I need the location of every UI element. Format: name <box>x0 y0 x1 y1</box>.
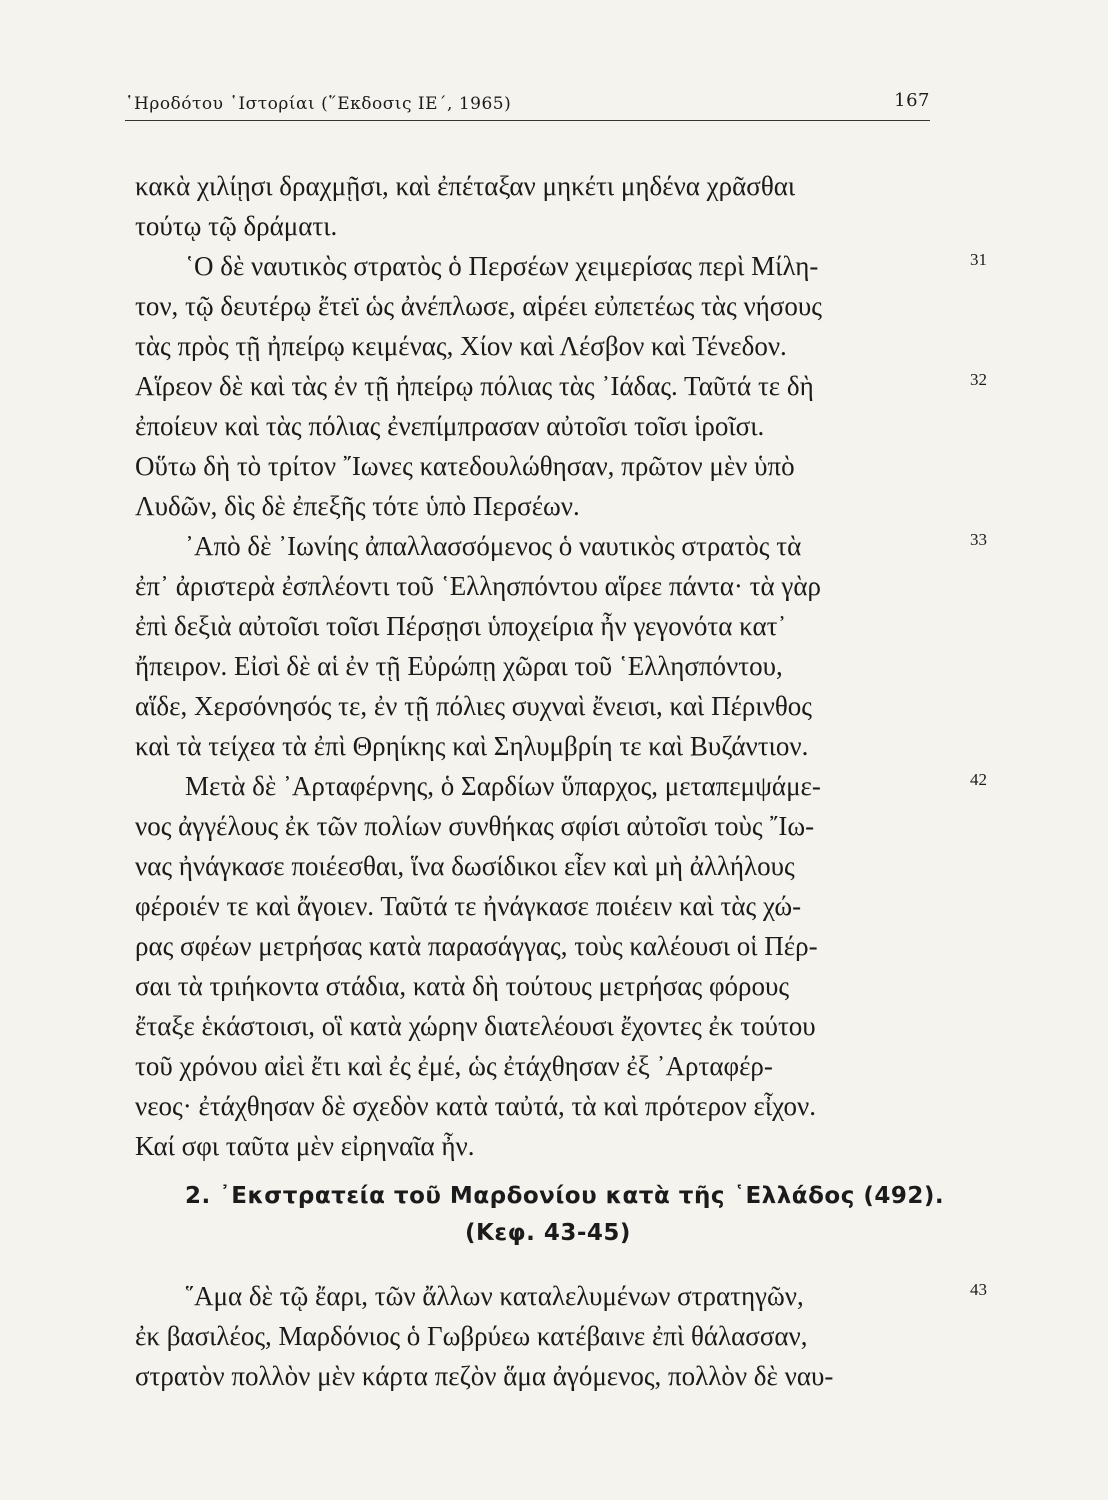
running-header <box>125 90 930 121</box>
margin-number: 43 <box>970 1280 987 1299</box>
text-line: ἐπ᾽ ἀριστερὰ ἐσπλέοντι τοῦ ῾Ελλησπόντου αἵρεε πάντα· τὰ γὰρ <box>135 571 821 601</box>
text-line: σαι τὰ τριήκοντα στάδια, κατὰ δὴ τούτους μετρήσας φόρους <box>135 971 790 1001</box>
text-line: νας ἠνάγκασε ποιέεσθαι, ἵνα δωσίδικοι εἶεν καὶ μὴ ἀλλήλους <box>135 851 795 881</box>
text-line: νος ἀγγέλους ἐκ τῶν πολίων συνθήκας σφίσι αὐτοῖσι τοὺς ῎Ιω- <box>135 811 815 841</box>
text-line: ῞Αμα δὲ τῷ ἔαρι, τῶν ἄλλων καταλελυμένων στρατηγῶν, <box>185 1281 804 1311</box>
text-line: Καί σφι ταῦτα μὲν εἰρηναῖα ἦν. <box>135 1131 475 1161</box>
text-line: στρατὸν πολλὸν μὲν κάρτα πεζὸν ἅμα ἀγόμενος, πολλὸν δὲ ναυ- <box>135 1361 834 1391</box>
text-line: ἐπὶ δεξιὰ αὐτοῖσι τοῖσι Πέρσῃσι ὑποχείρια ἦν γεγονότα κατ᾽ <box>135 611 787 641</box>
text-line: ἐκ βασιλέος, Μαρδόνιος ὁ Γωβρύεω κατέβαινε ἐπὶ θάλασσαν, <box>135 1321 808 1351</box>
text-line: Μετὰ δὲ ᾽Αρταφέρνης, ὁ Σαρδίων ὕπαρχος, μεταπεμψάμε- <box>185 771 821 801</box>
section-subheading: (Κεφ. 43-45) <box>465 1220 631 1246</box>
text-line: Αἵρεον δὲ καὶ τὰς ἐν τῇ ἠπείρῳ πόλιας τὰς ᾽Ιάδας. Ταῦτά τε δὴ <box>135 371 814 401</box>
text-line: τοῦ χρόνου αἰεὶ ἔτι καὶ ἐς ἐμέ, ὡς ἐτάχθησαν ἐξ ᾽Αρταφέρ- <box>135 1051 773 1081</box>
text-line: ἤπειρον. Εἰσὶ δὲ αἱ ἐν τῇ Εὐρώπῃ χῶραι τοῦ ῾Ελλησπόντου, <box>135 651 783 681</box>
header-title: ῾Ηροδότου ῾Ιστορίαι (῞Εκδοσις ΙΕ΄, 1965) <box>125 94 512 114</box>
margin-number: 33 <box>970 530 987 549</box>
text-line: ῾Ο δὲ ναυτικὸς στρατὸς ὁ Περσέων χειμερίσας περὶ Μίλη- <box>185 251 819 281</box>
text-line: τὰς πρὸς τῇ ἠπείρῳ κειμένας, Χίον καὶ Λέσβον καὶ Τένεδον. <box>135 331 787 361</box>
text-line: Λυδῶν, δὶς δὲ ἐπεξῆς τότε ὑπὸ Περσέων. <box>135 491 580 521</box>
text-line: ρας σφέων μετρήσας κατὰ παρασάγγας, τοὺς καλέουσι οἱ Πέρ- <box>135 931 818 961</box>
text-line: ἔταξε ἑκάστοισι, οἳ κατὰ χώρην διατελέουσι ἔχοντες ἐκ τούτου <box>135 1011 816 1041</box>
text-line: Οὕτω δὴ τὸ τρίτον ῎Ιωνες κατεδουλώθησαν, πρῶτον μὲν ὑπὸ <box>135 451 795 481</box>
margin-number: 32 <box>970 370 987 389</box>
text-line: αἵδε, Χερσόνησός τε, ἐν τῇ πόλιες συχναὶ ἔνεισι, καὶ Πέρινθος <box>135 691 812 721</box>
margin-number: 31 <box>970 250 987 269</box>
page-number: 167 <box>894 90 930 111</box>
margin-number: 42 <box>970 770 987 789</box>
text-line: τούτῳ τῷ δράματι. <box>135 211 338 241</box>
text-line: ᾽Απὸ δὲ ᾽Ιωνίης ἀπαλλασσόμενος ὁ ναυτικὸς στρατὸς τὰ <box>185 531 802 561</box>
text-line: ἐποίευν καὶ τὰς πόλιας ἐνεπίμπρασαν αὐτοῖσι τοῖσι ἱροῖσι. <box>135 411 765 441</box>
text-line: τον, τῷ δευτέρῳ ἔτεϊ ὡς ἀνέπλωσε, αἱρέει εὐπετέως τὰς νήσους <box>135 291 822 321</box>
text-line: καὶ τὰ τείχεα τὰ ἐπὶ Θρηίκης καὶ Σηλυμβρίη τε καὶ Βυζάντιον. <box>135 731 809 761</box>
text-line: φέροιέν τε καὶ ἄγοιεν. Ταῦτά τε ἠνάγκασε ποιέειν καὶ τὰς χώ- <box>135 891 802 921</box>
section-heading: 2. ᾽Εκστρατεία τοῦ Μαρδονίου κατὰ τῆς ῾Ελλάδος (492). <box>185 1183 945 1209</box>
text-line: νεος· ἐτάχθησαν δὲ σχεδὸν κατὰ ταὐτά, τὰ καὶ πρότερον εἶχον. <box>135 1091 816 1121</box>
text-line: κακὰ χιλίῃσι δραχμῇσι, καὶ ἐπέταξαν μηκέτι μηδένα χρᾶσθαι <box>135 171 796 201</box>
